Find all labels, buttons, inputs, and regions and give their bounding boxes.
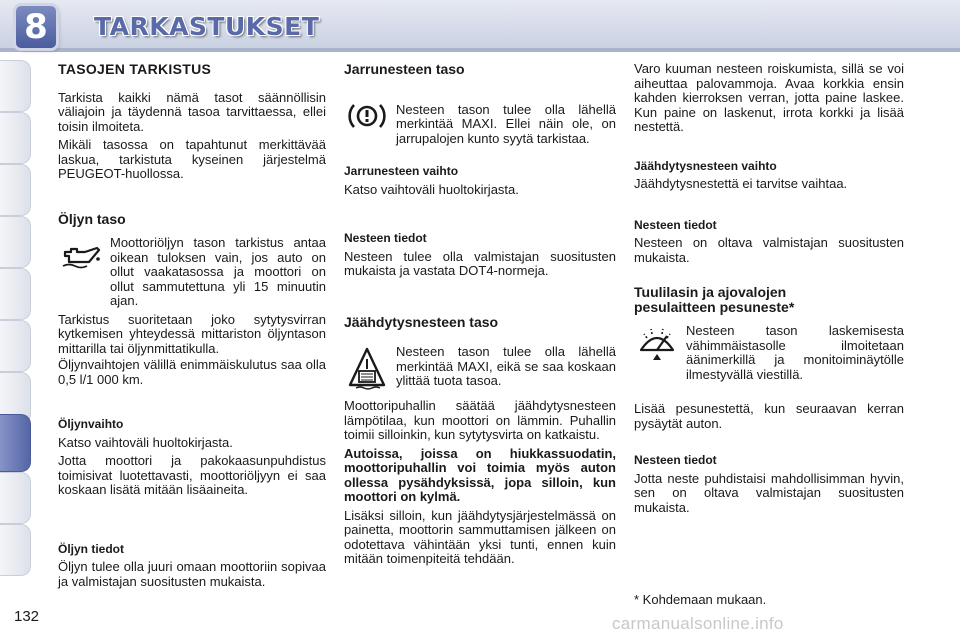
- washer-fluid-icon: [634, 324, 680, 382]
- chapter-tab[interactable]: [0, 164, 31, 216]
- oil-can-icon: [58, 236, 104, 309]
- watermark: carmanualsonline.info: [612, 614, 784, 633]
- subsection-title: Nesteen tiedot: [634, 217, 717, 232]
- washer-fluid-note: [634, 324, 904, 382]
- footnote: * Kohdemaan mukaan.: [634, 592, 767, 607]
- brake-warning-icon: [344, 89, 390, 147]
- chapter-tabs: [0, 60, 34, 580]
- section-title: Tuulilasin ja ajovalojen pesulaitteen pesuneste*: [634, 284, 795, 315]
- paragraph: Mikäli tasossa on tapahtunut merkittävää laskua, tarkistuta kyseinen järjestelmä PEUGEOT-huollossa.: [58, 137, 326, 181]
- chapter-tab-active[interactable]: [0, 414, 31, 472]
- paragraph: Lisäksi silloin, kun jäähdytysjärjestelmässä on painetta, moottorin sammuttamisen jälkeen on odotettava vähintään yksi tunti, ennen kuin mitään toimenpiteitä tehdään.: [344, 507, 616, 566]
- chapter-tab[interactable]: [0, 472, 31, 524]
- subsection-title: Jäähdytysnesteen vaihto: [634, 158, 777, 173]
- paragraph: Öljynvaihtojen välillä enimmäiskulutus saa olla 0,5 l/1 000 km.: [58, 357, 326, 387]
- chapter-title: TARKASTUKSET: [94, 12, 320, 41]
- subsection-title: Nesteen tiedot: [344, 231, 427, 245]
- chapter-tab[interactable]: [0, 320, 31, 372]
- paragraph: Tarkista kaikki nämä tasot säännöllisin väliajoin ja täydennä tasoa tarvittaessa, ellei toisin ilmoiteta.: [58, 89, 326, 134]
- section-title: Jäähdytysnesteen taso: [344, 313, 499, 330]
- paragraph: Katso vaihtoväli huoltokirjasta.: [58, 434, 233, 450]
- paragraph: Lisää pesunestettä, kun seuraavan kerran pysäytät auton.: [634, 401, 904, 431]
- header-divider: [0, 48, 960, 52]
- paragraph: Nesteen tulee olla valmistajan suositusten mukaista ja vastata DOT4-normeja.: [344, 248, 616, 278]
- paragraph: Jäähdytysnestettä ei tarvitse vaihtaa.: [634, 176, 848, 191]
- section-title: Öljyn taso: [58, 210, 126, 227]
- chapter-number-badge: 8: [16, 6, 56, 48]
- chapter-tab[interactable]: [0, 524, 31, 576]
- paragraph: Nesteen on oltava valmistajan suositusten mukaista.: [634, 235, 904, 265]
- column-left: [58, 60, 326, 591]
- subsection-title: Jarrunesteen vaihto: [344, 164, 459, 178]
- column-right: [634, 60, 904, 517]
- paragraph: Moottoriöljyn tason tarkistus antaa oikean tuloksen vain, jos auto on ollut vaakatasossa ja moottori on ollut sammutettuna yli 15 minuutin ajan.: [110, 235, 326, 308]
- oil-level-note: [58, 236, 326, 309]
- section-title: TASOJEN TARKISTUS: [58, 61, 212, 77]
- paragraph: Varo kuuman nesteen roiskumista, sillä se voi aiheuttaa palovammoja. Avaa korkkia ensin kahden kierroksen verran, jotta paine laskee. Kun paine on laskenut, irrota korkki ja lisää nestettä.: [634, 61, 904, 134]
- subsection-title: Öljynvaihto: [58, 417, 124, 431]
- paragraph: Jotta neste puhdistaisi mahdollisimman hyvin, sen on oltava valmistajan suositusten mukaista.: [634, 470, 904, 515]
- subsection-title: Nesteen tiedot: [634, 453, 717, 467]
- paragraph: Moottoripuhallin säätää jäähdytysnesteen lämpötilaa, kun moottori on lämmin. Puhallin toimii silloinkin, kun sytytysvirta on katkaistu.: [344, 398, 616, 442]
- paragraph: Nesteen tason laskemisesta vähimmäistasolle ilmoitetaan äänimerkillä ja monitoiminäytölle ilmestyvällä viestillä.: [686, 323, 904, 382]
- paragraph: Öljyn tulee olla juuri omaan moottoriin sopivaa ja valmistajan suositusten mukaista.: [58, 559, 326, 589]
- subsection-title: Öljyn tiedot: [58, 541, 124, 556]
- paragraph: Nesteen tason tulee olla lähellä merkintää MAXI. Ellei näin ole, on jarrupalojen kunto syytä tarkistaa.: [396, 101, 616, 146]
- paragraph-emphasis: Autoissa, joissa on hiukkassuodatin, moottoripuhallin voi toimia myös auton ollessa pysähdyksissä, jopa silloin, kun moottori on kylmä.: [344, 445, 616, 504]
- chapter-tab[interactable]: [0, 112, 31, 164]
- paragraph: Tarkistus suoritetaan joko sytytysvirran kytkemisen yhteydessä mittariston öljyntason mittarilla tai öljynmittatikulla.: [58, 311, 326, 356]
- page-number: 132: [14, 608, 40, 625]
- coolant-level-note: [344, 343, 616, 391]
- brake-fluid-note: [344, 89, 616, 147]
- paragraph: Jotta moottori ja pakokaasunpuhdistus toimisivat luotettavasti, moottoriöljyyn ei saa koskaan lisätä mitään lisäaineita.: [58, 453, 326, 497]
- paragraph: Katso vaihtoväli huoltokirjasta.: [344, 181, 519, 197]
- paragraph: Nesteen tason tulee olla lähellä merkintää MAXI, eikä se saa koskaan ylittää tuota tasoa.: [396, 344, 616, 388]
- section-title: Jarrunesteen taso: [344, 61, 465, 77]
- column-middle: [344, 60, 616, 569]
- coolant-warning-icon: [344, 343, 390, 391]
- chapter-tab[interactable]: [0, 268, 31, 320]
- chapter-tab[interactable]: [0, 216, 31, 268]
- chapter-tab[interactable]: [0, 60, 31, 112]
